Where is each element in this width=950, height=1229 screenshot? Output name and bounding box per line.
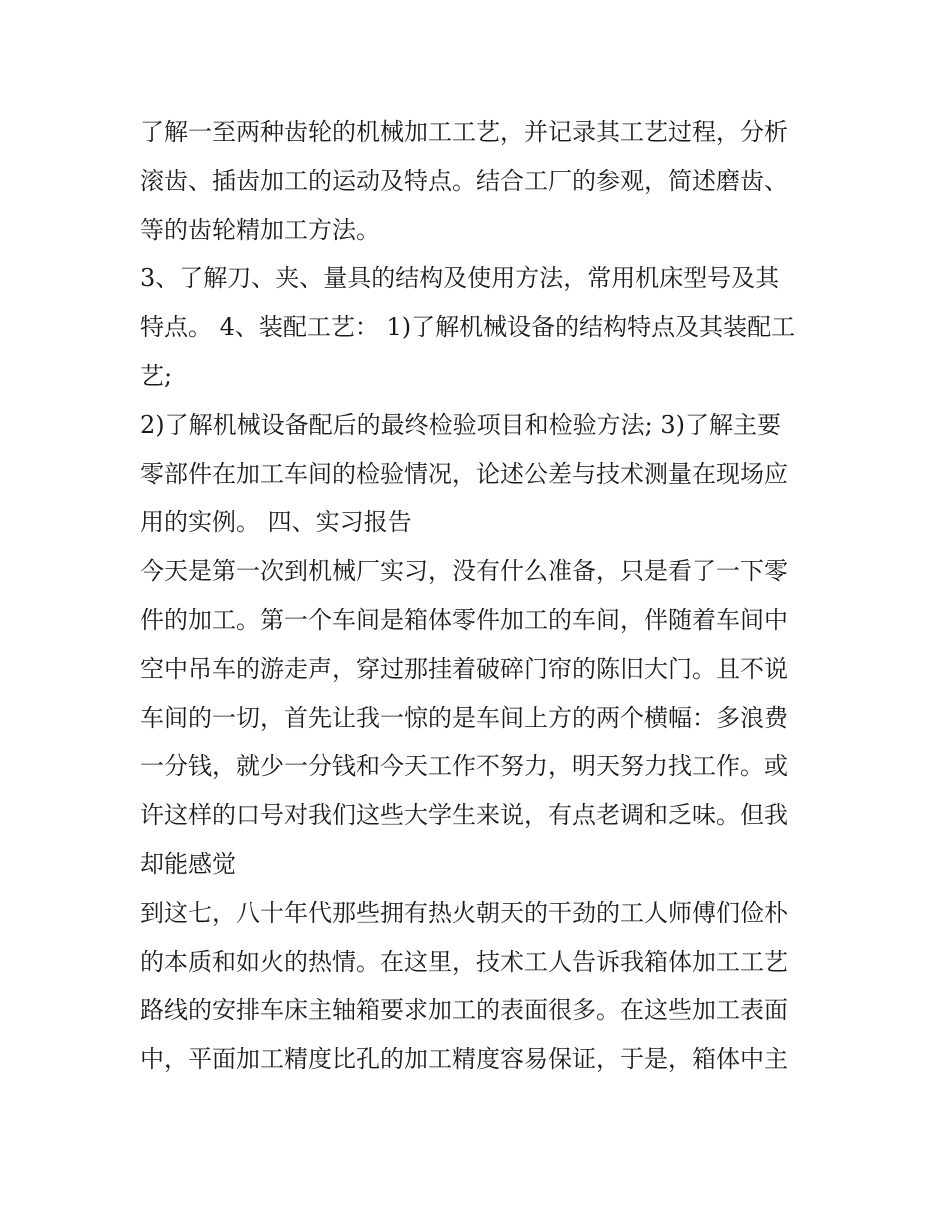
text-line: 车间的一切，首先让我一惊的是车间上方的两个横幅：多浪费 [140, 703, 788, 732]
text-line: 用的实例。 四、实习报告 [140, 508, 412, 537]
text-line: 件的加工。第一个车间是箱体零件加工的车间，伴随着车间中 [140, 605, 788, 634]
text-line: 到这七，八十年代那些拥有热火朝天的干劲的工人师傅们俭朴 [140, 898, 788, 927]
text-line: 中，平面加工精度比孔的加工精度容易保证，于是，箱体中主 [140, 1045, 788, 1074]
text-line: 特点。 4、装配工艺： 1)了解机械设备的结构特点及其装配工 [140, 313, 796, 342]
text-line: 空中吊车的游走声，穿过那挂着破碎门帘的陈旧大门。且不说 [140, 654, 788, 683]
body-text [140, 108, 812, 1084]
text-line: 的本质和如火的热情。在这里，技术工人告诉我箱体加工工艺 [140, 947, 788, 976]
text-line: 3、了解刀、夹、量具的结构及使用方法，常用机床型号及其 [140, 264, 780, 293]
text-line: 2)了解机械设备配后的最终检验项目和检验方法; 3)了解主要 [140, 410, 781, 439]
text-line: 却能感觉 [140, 849, 236, 878]
text-line: 等的齿轮精加工方法。 [140, 215, 380, 244]
text-line: 滚齿、插齿加工的运动及特点。结合工厂的参观，简述磨齿、 [140, 166, 788, 195]
text-line: 零部件在加工车间的检验情况，论述公差与技术测量在现场应 [140, 459, 788, 488]
text-line: 艺; [140, 361, 173, 390]
text-line: 了解一至两种齿轮的机械加工工艺，并记录其工艺过程，分析 [140, 118, 788, 146]
text-line: 今天是第一次到机械厂实习，没有什么准备，只是看了一下零 [140, 557, 788, 586]
text-line: 许这样的口号对我们这些大学生来说，有点老调和乏味。但我 [140, 801, 788, 830]
text-line: 路线的安排车床主轴箱要求加工的表面很多。在这些加工表面 [140, 996, 788, 1025]
text-line: 一分钱，就少一分钱和今天工作不努力，明天努力找工作。或 [140, 752, 788, 781]
